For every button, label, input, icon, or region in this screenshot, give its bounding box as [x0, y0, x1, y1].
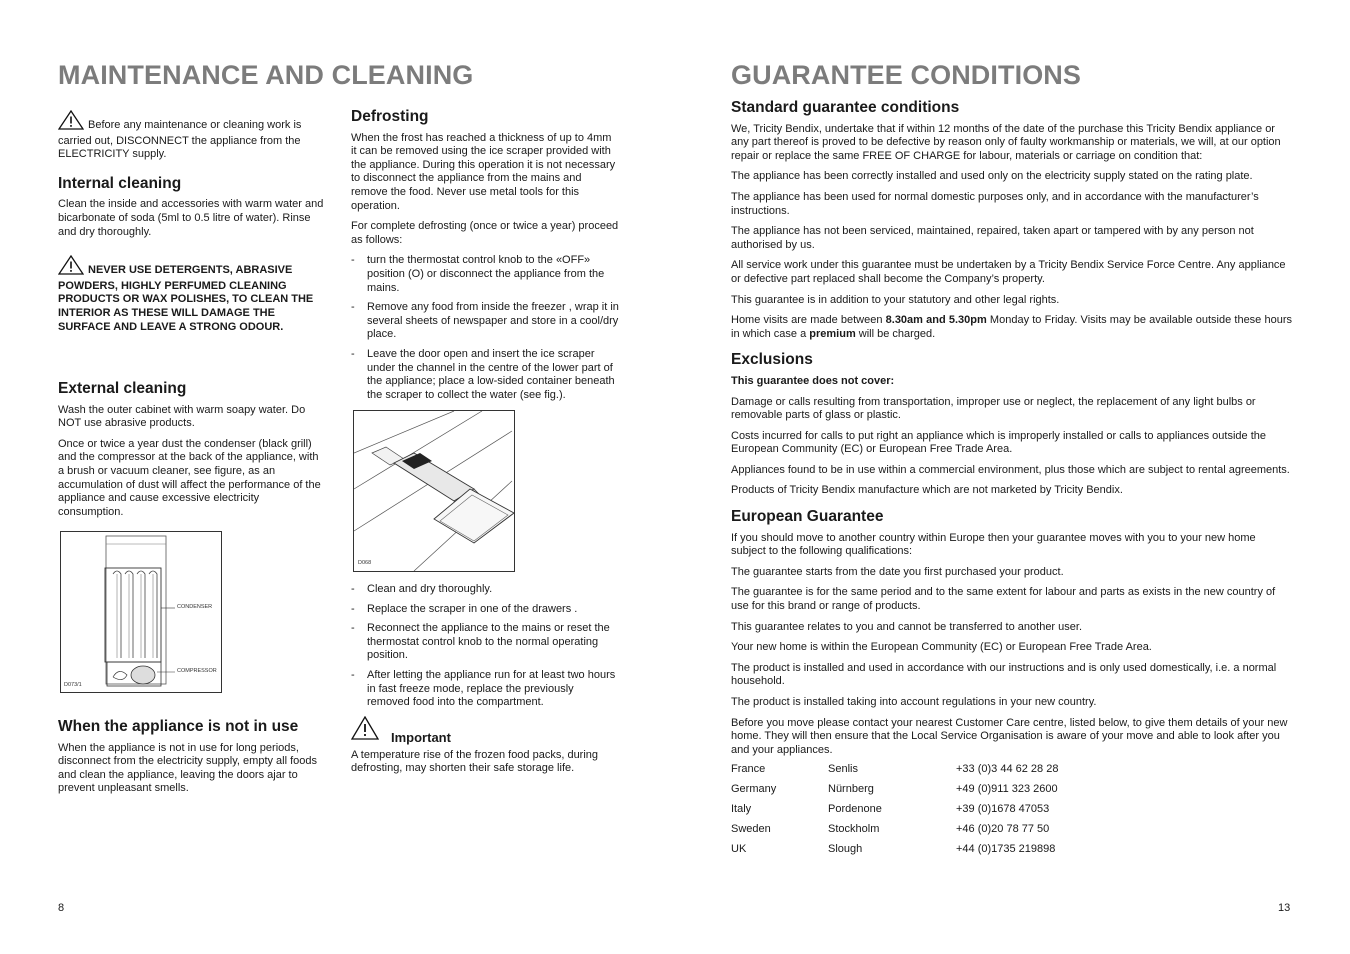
contact-city: Slough	[828, 843, 863, 856]
contact-phone: +44 (0)1735 219898	[956, 843, 1056, 856]
contact-country: Germany	[731, 783, 777, 796]
not-in-use-section	[58, 720, 326, 803]
contact-phone: +39 (0)1678 47053	[956, 803, 1050, 816]
figure-code: D068	[358, 560, 372, 566]
contact-city: Nürnberg	[828, 783, 874, 796]
defrosting-p1: When the frost has reached a thickness of up to 4mm it can be removed using the ice scraper provided with the appliance. During this operation it is not necessary to disconnect the appliance from the mains and remove the food. Never use metal tools for this operation.	[351, 131, 616, 212]
home-visits-paragraph	[731, 314, 1292, 341]
page-number-right: 13	[1278, 902, 1291, 914]
list-item: - Replace the scraper in one of the drawers .	[351, 603, 619, 617]
european-paragraph: This guarantee relates to you and cannot be transferred to another user.	[731, 620, 1083, 633]
contact-phone: +33 (0)3 44 62 28 28	[956, 763, 1059, 776]
exclusion-item: Costs incurred for calls to put right an appliance which is improperly installed or calls to appliances outside the European Community (EC) or European Free Trade Area.	[731, 429, 1266, 456]
exclusion-item: Damage or calls resulting from transportation, improper use or neglect, the replacement of any light bulbs or removable parts of glass or plastic.	[731, 395, 1256, 422]
defrosting-steps-1	[351, 254, 619, 402]
internal-cleaning-heading: Internal cleaning	[58, 174, 182, 192]
external-cleaning-p1: Wash the outer cabinet with warm soapy water. Do NOT use abrasive products.	[58, 403, 306, 430]
page-title-maintenance: MAINTENANCE AND CLEANING	[58, 60, 474, 90]
standard-paragraph: This guarantee is in addition to your statutory and other legal rights.	[731, 293, 1060, 306]
ice-scraper-illustration	[354, 411, 514, 571]
exclusion-item: Appliances found to be in use within a commercial environment, plus those which are subject to rental agreements.	[731, 463, 1290, 476]
exclusions-subheading: This guarantee does not cover:	[731, 374, 895, 387]
visits-text: Monday to Friday. Visits may be available outside these hours in which case a	[731, 314, 1292, 340]
visits-hours: 8.30am and 5.30pm	[885, 314, 987, 327]
internal-cleaning-text: Clean the inside and accessories with warm water and bicarbonate of soda (5ml to 0.5 litre of water). Rinse and dry thoroughly.	[58, 198, 324, 238]
not-in-use-heading: When the appliance is not in use	[58, 718, 299, 735]
contact-country: Sweden	[731, 823, 771, 836]
european-paragraph: If you should move to another country within Europe then your guarantee moves with you to your new home subject to the following qualifications:	[731, 531, 1256, 558]
european-paragraph: The guarantee starts from the date you first purchased your product.	[731, 565, 1064, 578]
warning-triangle-icon	[351, 716, 379, 745]
contact-country: Italy	[731, 803, 752, 816]
external-cleaning-section	[58, 382, 326, 526]
standard-guarantee-heading: Standard guarantee conditions	[731, 99, 960, 116]
important-section	[351, 716, 619, 783]
european-paragraph: Your new home is within the European Community (EC) or European Free Trade Area.	[731, 641, 1152, 654]
condenser-label: CONDENSER	[177, 604, 213, 610]
defrosting-after-section	[351, 583, 619, 717]
exclusions-heading: Exclusions	[731, 351, 813, 369]
figure-code: D073/1	[64, 682, 82, 688]
warning-triangle-icon	[58, 110, 84, 135]
standard-paragraph: The appliance has not been serviced, maintained, repaired, taken apart or tampered with by any person not authorised by us.	[731, 225, 1254, 251]
defrosting-heading: Defrosting	[351, 108, 429, 125]
list-item: - Remove any food from inside the freezer , wrap it in several sheets of newspaper and store in a cool/dry place.	[351, 301, 619, 342]
list-item: - After letting the appliance run for at least two hours in fast freeze mode, replace the previously removed food into the compartment.	[351, 669, 619, 710]
standard-paragraph: The appliance has been correctly installed and used only on the electricity supply stated on the rating plate.	[731, 170, 1253, 183]
important-text: A temperature rise of the frozen food packs, during defrosting, may shorten their safe storage life.	[351, 748, 599, 775]
exclusion-item: Products of Tricity Bendix manufacture which are not marketed by Tricity Bendix.	[731, 484, 1123, 497]
list-item: - turn the thermostat control knob to the «OFF» position (O) or disconnect the appliance from the mains.	[351, 254, 619, 295]
visits-premium: premium	[809, 327, 856, 340]
european-paragraph: Before you move please contact your nearest Customer Care centre, listed below, to give them details of your new home. They will then ensure that the Local Service Organisation is aware of your move and able to look after you and your appliances.	[731, 716, 1288, 756]
european-paragraph: The product is installed taking into account regulations in your new country.	[731, 696, 1097, 708]
warning-intro	[58, 110, 326, 162]
contact-country: France	[731, 763, 766, 776]
list-item: - Reconnect the appliance to the mains or reset the thermostat control knob to the normal operating position.	[351, 622, 619, 663]
defrosting-steps-2	[351, 583, 619, 710]
not-in-use-text: When the appliance is not in use for long periods, disconnect from the electricity supply, empty all foods and clean the appliance, leaving the doors ajar to prevent unpleasant smells.	[58, 741, 318, 795]
page-number-left: 8	[58, 902, 65, 914]
table-row	[731, 803, 1058, 823]
compressor-label: COMPRESSOR	[177, 668, 217, 674]
important-heading: Important	[391, 730, 451, 745]
ice-scraper-figure	[353, 410, 515, 572]
defrosting-section	[351, 110, 619, 409]
customer-care-table	[731, 763, 1058, 863]
standard-paragraph: All service work under this guarantee must be undertaken by a Tricity Bendix Service Force Centre. Any appliance or defective part replaced shall become the Company’s property.	[731, 259, 1286, 285]
contact-country: UK	[731, 843, 747, 856]
warning-triangle-icon	[58, 255, 84, 280]
maintenance-column-1	[58, 110, 326, 341]
condenser-figure	[60, 531, 222, 693]
guarantee-column	[731, 101, 1292, 863]
detergent-warning	[58, 255, 326, 334]
visits-text: Home visits are made between	[731, 314, 886, 327]
external-cleaning-p2: Once or twice a year dust the condenser (black grill) and the compressor at the back of the appliance, with a brush or vacuum cleaner, see figure, as an accumulation of dust will affect the performance of the appliance and cause excessive electricity consumption.	[58, 437, 321, 518]
contact-phone: +46 (0)20 78 77 50	[956, 823, 1050, 836]
european-guarantee-heading: European Guarantee	[731, 508, 884, 526]
contact-city: Pordenone	[828, 803, 882, 816]
external-cleaning-heading: External cleaning	[58, 380, 187, 397]
standard-paragraph: We, Tricity Bendix, undertake that if within 12 months of the date of the purchase this Tricity Bendix appliance or any part thereof is proved to be defective by reason only of faulty workmanship or materials, we will, at our option repair or replace the same FREE OF CHARGE for labour, materials or carriage on condition that:	[731, 122, 1281, 162]
table-row	[731, 763, 1058, 783]
detergent-warning-text: NEVER USE DETERGENTS, ABRASIVE POWDERS, HIGHLY PERFUMED CLEANING PRODUCTS OR WAX POLISHES, TO CLEAN THE INTERIOR AS THESE WILL DAMAGE THE SURFACE AND LEAVE A STRONG ODOUR.	[58, 264, 314, 333]
contact-city: Senlis	[828, 763, 858, 776]
contact-city: Stockholm	[828, 823, 880, 836]
warning-intro-text: Before any maintenance or cleaning work is carried out, DISCONNECT the appliance from the ELECTRICITY supply.	[58, 119, 302, 161]
table-row	[731, 823, 1058, 843]
table-row	[731, 843, 1058, 863]
page-title-guarantee: GUARANTEE CONDITIONS	[731, 60, 1082, 90]
list-item: - Clean and dry thoroughly.	[351, 583, 619, 597]
contact-phone: +49 (0)911 323 2600	[956, 783, 1058, 796]
standard-paragraph: The appliance has been used for normal domestic purposes only, and in accordance with the manufacturer’s instructions.	[731, 190, 1259, 217]
visits-text: will be charged.	[855, 327, 936, 340]
list-item: - Leave the door open and insert the ice scraper under the channel in the centre of the lower part of the appliance; place a low-sided container beneath the scraper to collect the water (see fig.).	[351, 348, 619, 402]
european-paragraph: The product is installed and used in accordance with our instructions and is only used domestically, i.e. a normal household.	[731, 661, 1277, 688]
table-row	[731, 783, 1058, 803]
european-paragraph: The guarantee is for the same period and to the same extent for labour and parts as exists in the new country of use for this brand or range of products.	[731, 586, 1276, 613]
defrosting-p2: For complete defrosting (once or twice a year) proceed as follows:	[351, 220, 619, 246]
